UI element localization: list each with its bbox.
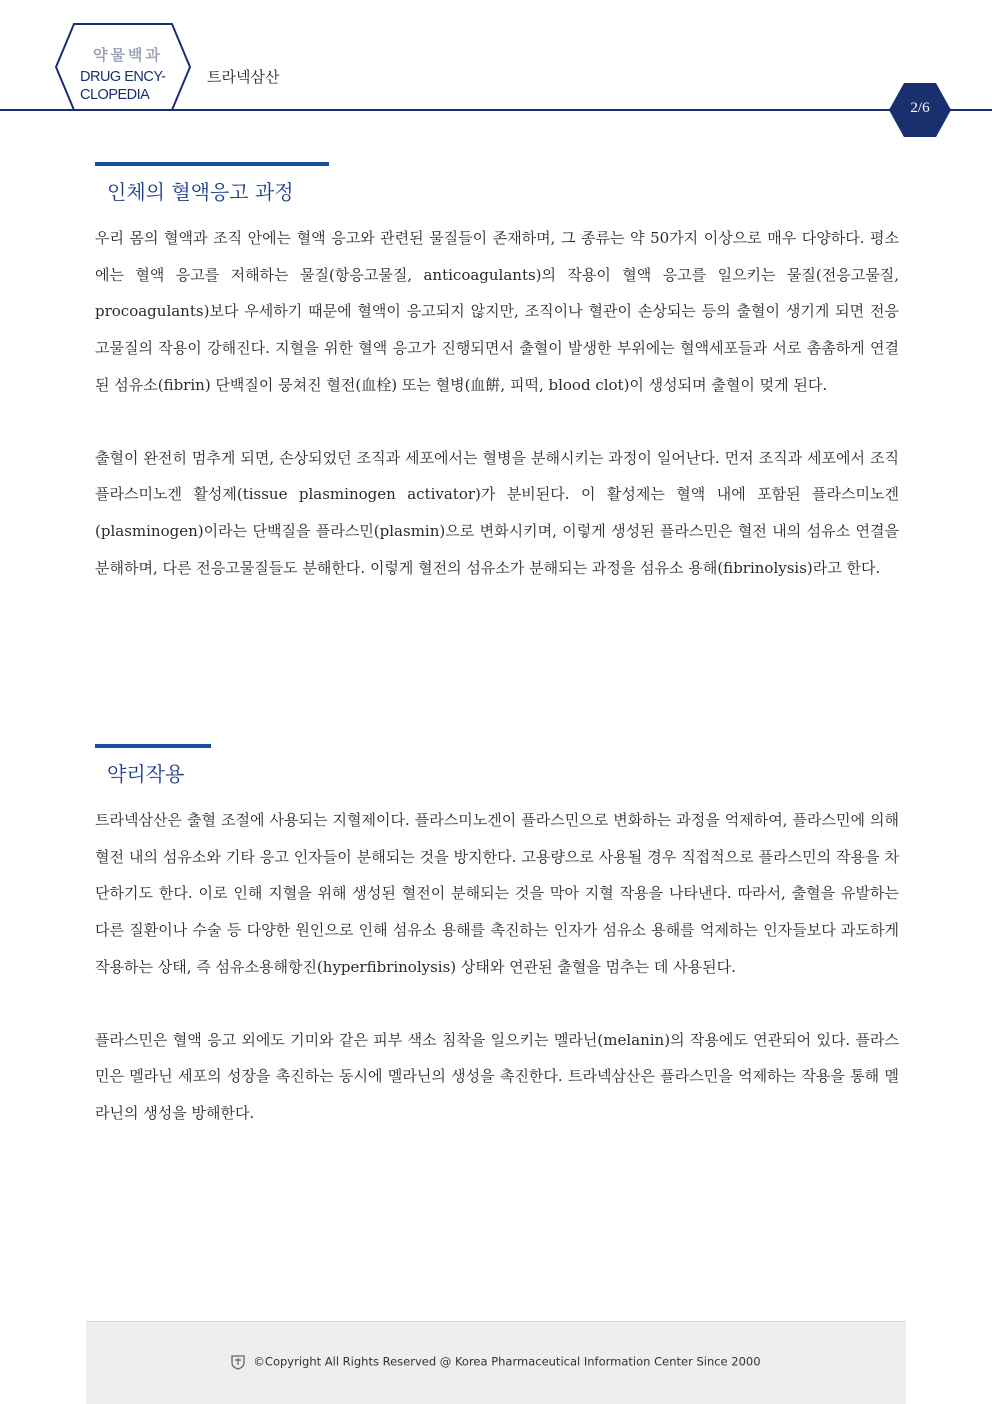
- paragraph: 트라넥삼산은 출혈 조절에 사용되는 지혈제이다. 플라스미노겐이 플라스민으로 변화하는 과정을 억제하여, 플라스민에 의해 혈전 내의 섬유소와 기타 응고 인자들이 분해되는 것을 방지한다. 고용량으로 사용될 경우 직접적으로 플라스민의 작용을 차단하기도 한다. 이로 인해 지혈을 위해 생성된 혈전이 분해되는 것을 막아 지혈 작용을 나타낸다. 따라서, 출혈을 유발하는 다른 질환이나 수술 등 다양한 원인으로 인해 섬유소 용해를 촉진하는 인자가 섬유소 용해를 억제하는 인자들보다 과도하게 작용하는 상태, 즉 섬유소용해항진(hyperfibrinolysis) 상태와 연관된 출혈을 멈추는 데 사용된다.: [95, 811, 899, 976]
- section-title: 약리작용: [107, 762, 185, 786]
- section-pharmacology: [95, 744, 899, 1132]
- logo-en-line2: CLOPEDIA: [80, 87, 150, 103]
- logo-english-text: [80, 68, 166, 104]
- section-accent-bar: [95, 744, 211, 748]
- section-accent-bar: [95, 162, 329, 166]
- section-title: 인체의 혈액응고 과정: [107, 180, 294, 204]
- section-coagulation: [95, 162, 899, 586]
- crest-icon: [231, 1354, 245, 1370]
- paragraph: 플라스민은 혈액 응고 외에도 기미와 같은 피부 색소 침착을 일으키는 멜라닌(melanin)의 작용에도 연관되어 있다. 플라스민은 멜라닌 세포의 성장을 촉진하는 동시에 멜라닌의 생성을 촉진한다. 트라넥삼산은 플라스민을 억제하는 작용을 통해 멜라닌의 생성을 방해한다.: [95, 1030, 899, 1122]
- logo-en-line1: DRUG ENCY-: [80, 69, 166, 85]
- paragraph: 우리 몸의 혈액과 조직 안에는 혈액 응고와 관련된 물질들이 존재하며, 그 종류는 약 50가지 이상으로 매우 다양하다. 평소에는 혈액 응고를 저해하는 물질(항응고물질, anticoagulants)의 작용이 혈액 응고를 일으키는 물질(전응고물질, procoagulants)보다 우세하기 때문에 혈액이 응고되지 않지만, 조직이나 혈관이 손상되는 등의 출혈이 생기게 되면 전응고물질의 작용이 강해진다. 지혈을 위한 혈액 응고가 진행되면서 출혈이 발생한 부위에는 혈액세포들과 서로 촘촘하게 연결된 섬유소(fibrin) 단백질이 뭉쳐진 혈전(血栓) 또는 혈병(血餠, 피떡, blood clot)이 생성되며 출혈이 멎게 된다.: [95, 229, 899, 394]
- paragraph: 출혈이 완전히 멈추게 되면, 손상되었던 조직과 세포에서는 혈병을 분해시키는 과정이 일어난다. 먼저 조직과 세포에서 조직 플라스미노겐 활성제(tissue plasminogen activator)가 분비된다. 이 활성제는 혈액 내에 포함된 플라스미노겐(plasminogen)이라는 단백질을 플라스민(plasmin)으로 변화시키며, 이렇게 생성된 플라스민은 혈전 내의 섬유소 연결을 분해하며, 다른 전응고물질들도 분해한다. 이렇게 혈전의 섬유소가 분해되는 과정을 섬유소 용해(fibrinolysis)라고 한다.: [95, 448, 899, 577]
- header-drug-name: 트라넥삼산: [207, 68, 280, 86]
- page-indicator: 2/6: [910, 100, 930, 116]
- logo-korean-text: 약물백과: [93, 46, 163, 64]
- footer: [86, 1321, 906, 1404]
- footer-copyright: ©Copyright All Rights Reserved @ Korea Pharmaceutical Information Center Since 2000: [253, 1354, 761, 1369]
